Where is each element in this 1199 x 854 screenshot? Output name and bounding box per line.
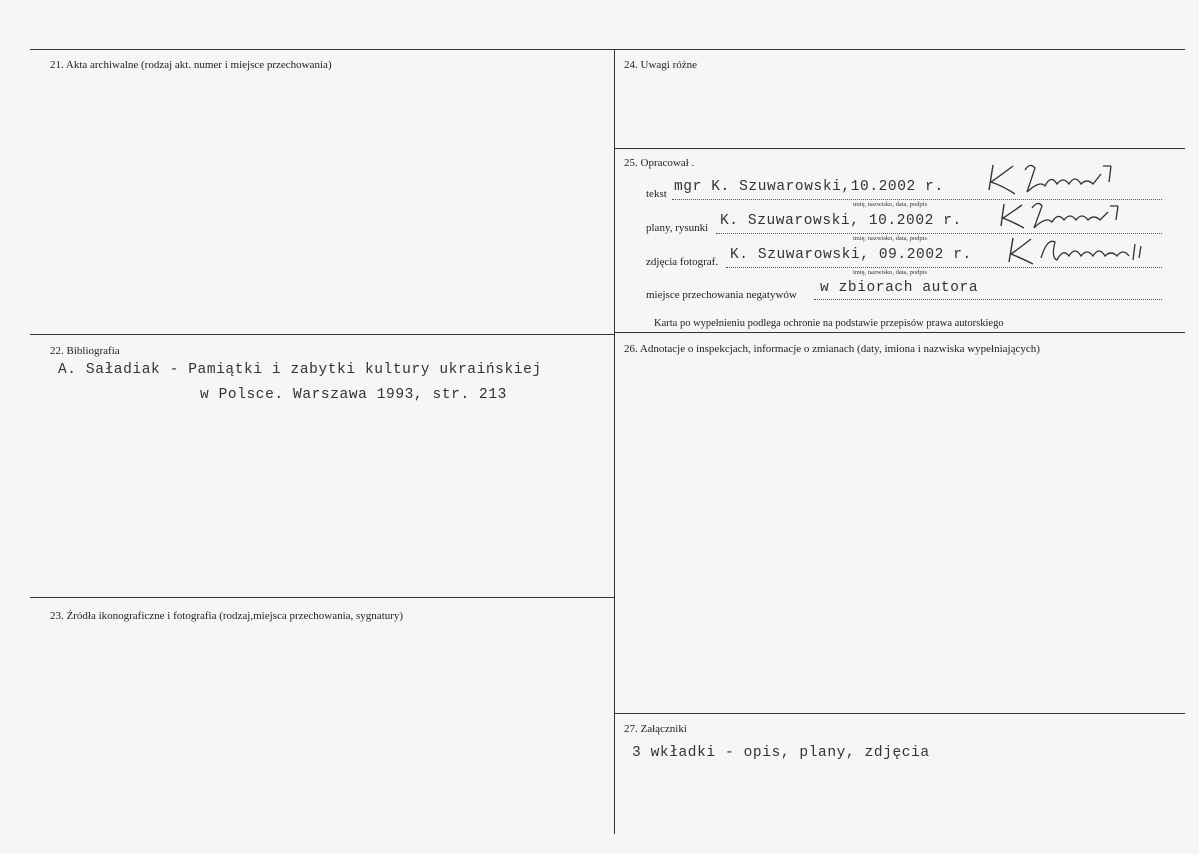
section-22-label: 22. Bibliografia: [50, 345, 120, 357]
plany-value: K. Szuwarowski, 10.2002 r.: [720, 213, 962, 229]
plany-caption: imię, nazwisko, data, podpis: [853, 235, 928, 242]
bibliography-line-2: w Polsce. Warszawa 1993, str. 213: [200, 387, 507, 403]
signature-zdjecia: [1005, 234, 1155, 270]
tekst-label: tekst: [646, 188, 667, 200]
center-divider: [614, 49, 615, 834]
signature-tekst: [985, 160, 1135, 200]
section-24-label: 24. Uwagi różne: [624, 59, 698, 71]
attachments-value: 3 wkładki - opis, plany, zdjęcia: [632, 745, 930, 761]
rule-right-25: [614, 148, 1185, 149]
zdjecia-caption: imię, nazwisko, data, podpis: [853, 269, 928, 276]
bibliography-line-1: A. Saładiak - Pamiątki i zabytki kultury ukraińskiej: [58, 362, 542, 378]
rule-right-27: [614, 713, 1185, 714]
plany-label: plany, rysunki: [646, 222, 709, 234]
negatywy-value: w zbiorach autora: [820, 280, 979, 296]
rule-left-22: [30, 334, 614, 335]
copyright-notice: Karta po wypełnieniu podlega ochronie na podstawie przepisów prawa autorskiego: [654, 318, 1004, 329]
section-23-label: 23. Źródła ikonograficzne i fotografia (rodzaj,miejsca przechowania, sygnatury): [50, 610, 404, 622]
tekst-value: mgr K. Szuwarowski,10.2002 r.: [674, 179, 944, 195]
rule-left-23: [30, 597, 614, 598]
rule-right-26: [614, 332, 1185, 333]
zdjecia-label: zdjęcia fotograf.: [646, 256, 719, 268]
section-25-label: 25. Opracował .: [624, 157, 695, 169]
zdjecia-value: K. Szuwarowski, 09.2002 r.: [730, 247, 972, 263]
tekst-caption: imię, nazwisko, data, podpis: [853, 201, 928, 208]
top-rule: [30, 49, 1185, 50]
section-21-label: 21. Akta archiwalne (rodzaj akt. numer i miejsce przechowania): [50, 59, 332, 71]
negatywy-label: miejsce przechowania negatywów: [646, 289, 797, 301]
section-27-label: 27. Załączniki: [624, 723, 687, 735]
negatywy-dotted-line: [814, 299, 1162, 300]
section-26-label: 26. Adnotacje o inspekcjach, informacje o zmianach (daty, imiona i nazwiska wypełniających): [624, 343, 1040, 355]
signature-plany: [998, 200, 1133, 234]
